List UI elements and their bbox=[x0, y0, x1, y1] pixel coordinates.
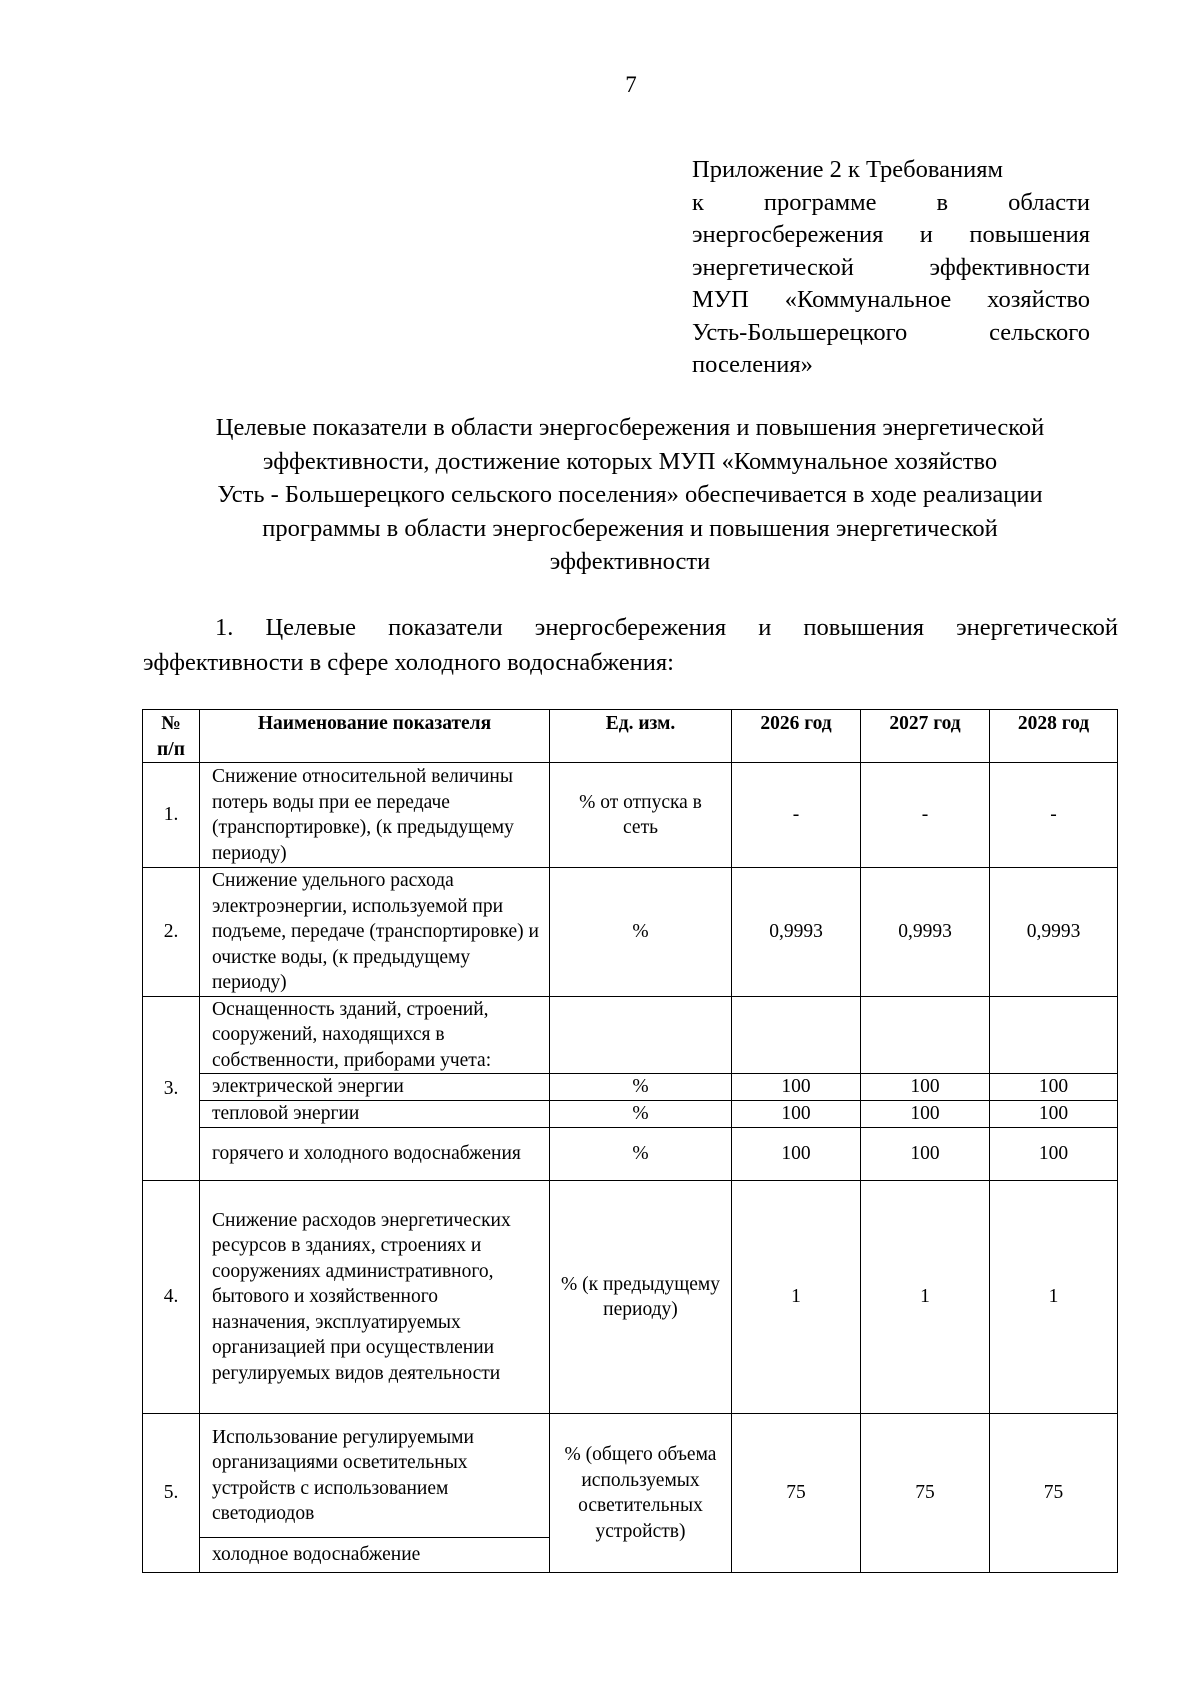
unit-cell: % от отпуска в сеть bbox=[550, 763, 732, 868]
value-2028: - bbox=[990, 763, 1118, 868]
title-line: Целевые показатели в области энергосбережения и повышения энергетической bbox=[215, 414, 1045, 441]
indicator-subname: холодное водоснабжение bbox=[200, 1538, 550, 1573]
appendix-line: Усть-Большерецкого сельского bbox=[692, 318, 1090, 346]
row-num: 3. bbox=[143, 996, 200, 1181]
value-2026: 100 bbox=[732, 1128, 861, 1181]
unit-cell: % bbox=[550, 1101, 732, 1128]
row-num: 4. bbox=[143, 1181, 200, 1414]
indicator-name: Снижение удельного расхода электроэнергии, используемой при подъеме, передаче (транспортировке) и очистке воды, (к предыдущему периоду) bbox=[200, 868, 550, 997]
unit-cell: % (к предыдущему периоду) bbox=[550, 1181, 732, 1414]
table-subrow bbox=[143, 1074, 1118, 1101]
section-heading-line: эффективности в сфере холодного водоснабжения: bbox=[143, 649, 674, 676]
title-line: эффективности bbox=[549, 548, 711, 575]
indicator-name: Оснащенность зданий, строений, сооружений, находящихся в собственности, приборами учета: bbox=[200, 996, 550, 1074]
appendix-line: энергетической эффективности bbox=[692, 253, 1090, 281]
indicator-subname: горячего и холодного водоснабжения bbox=[200, 1128, 550, 1181]
empty-cell bbox=[990, 996, 1118, 1074]
row-num: 1. bbox=[143, 763, 200, 868]
value-2027: 100 bbox=[861, 1128, 990, 1181]
empty-cell bbox=[732, 996, 861, 1074]
appendix-line: поселения» bbox=[692, 351, 813, 378]
table-row bbox=[143, 763, 1118, 868]
section-heading bbox=[143, 610, 1118, 680]
value-2027: 75 bbox=[861, 1414, 990, 1573]
table-row bbox=[143, 996, 1118, 1074]
value-2028: 1 bbox=[990, 1181, 1118, 1414]
value-2027: 0,9993 bbox=[861, 868, 990, 997]
empty-cell bbox=[550, 996, 732, 1074]
value-2028: 100 bbox=[990, 1128, 1118, 1181]
table-header-row bbox=[143, 710, 1118, 763]
value-2027: 100 bbox=[861, 1101, 990, 1128]
value-2026: - bbox=[732, 763, 861, 868]
value-2027: 100 bbox=[861, 1074, 990, 1101]
row-num: 2. bbox=[143, 868, 200, 997]
appendix-line: МУП «Коммунальное хозяйство bbox=[692, 286, 1090, 313]
value-2027: 1 bbox=[861, 1181, 990, 1414]
appendix-line: Приложение 2 к Требованиям bbox=[692, 156, 1004, 183]
value-2026: 0,9993 bbox=[732, 868, 861, 997]
indicator-subname: электрической энергии bbox=[200, 1074, 550, 1101]
document-title bbox=[130, 411, 1130, 579]
row-num: 5. bbox=[143, 1414, 200, 1573]
empty-cell bbox=[861, 996, 990, 1074]
table-row bbox=[143, 1181, 1118, 1414]
indicator-name: Снижение относительной величины потерь воды при ее передаче (транспортировке), (к предыдущему периоду) bbox=[200, 763, 550, 868]
target-indicators-table bbox=[142, 709, 1118, 1573]
header-unit: Ед. изм. bbox=[550, 710, 732, 763]
unit-cell: % bbox=[550, 868, 732, 997]
value-2026: 1 bbox=[732, 1181, 861, 1414]
unit-cell: % bbox=[550, 1128, 732, 1181]
title-line: Усть - Большерецкого сельского поселения» обеспечивается в ходе реализации bbox=[217, 481, 1043, 508]
header-num: № п/п bbox=[143, 710, 200, 763]
page-number: 7 bbox=[625, 72, 637, 97]
table-subrow bbox=[143, 1101, 1118, 1128]
unit-cell: % bbox=[550, 1074, 732, 1101]
appendix-line: к программе в области bbox=[692, 188, 1090, 216]
table-row bbox=[143, 1414, 1118, 1538]
header-2026: 2026 год bbox=[732, 710, 861, 763]
title-line: эффективности, достижение которых МУП «Коммунальное хозяйство bbox=[262, 447, 998, 475]
indicator-subname: тепловой энергии bbox=[200, 1101, 550, 1128]
title-line: программы в области энергосбережения и повышения энергетической bbox=[262, 514, 998, 542]
header-2028: 2028 год bbox=[990, 710, 1118, 763]
value-2028: 75 bbox=[990, 1414, 1118, 1573]
section-heading-line: 1. Целевые показатели энергосбережения и повышения энергетической bbox=[215, 614, 1118, 641]
appendix-line: энергосбережения и повышения bbox=[692, 221, 1090, 248]
value-2026: 100 bbox=[732, 1074, 861, 1101]
table-subrow bbox=[143, 1128, 1118, 1181]
indicator-name: Снижение расходов энергетических ресурсов в зданиях, строениях и сооружениях административного, бытового и хозяйственного назначения, эксплуатируемых организацией при осуществлении регулируемых видов деятельности bbox=[200, 1181, 550, 1414]
value-2026: 75 bbox=[732, 1414, 861, 1573]
header-name: Наименование показателя bbox=[200, 710, 550, 763]
appendix-note bbox=[692, 154, 1090, 382]
indicator-name: Использование регулируемыми организациями осветительных устройств с использованием светодиодов bbox=[200, 1414, 550, 1538]
header-2027: 2027 год bbox=[861, 710, 990, 763]
value-2027: - bbox=[861, 763, 990, 868]
unit-cell: % (общего объема используемых осветительных устройств) bbox=[550, 1414, 732, 1573]
value-2028: 0,9993 bbox=[990, 868, 1118, 997]
value-2028: 100 bbox=[990, 1101, 1118, 1128]
value-2028: 100 bbox=[990, 1074, 1118, 1101]
table-row bbox=[143, 868, 1118, 997]
value-2026: 100 bbox=[732, 1101, 861, 1128]
